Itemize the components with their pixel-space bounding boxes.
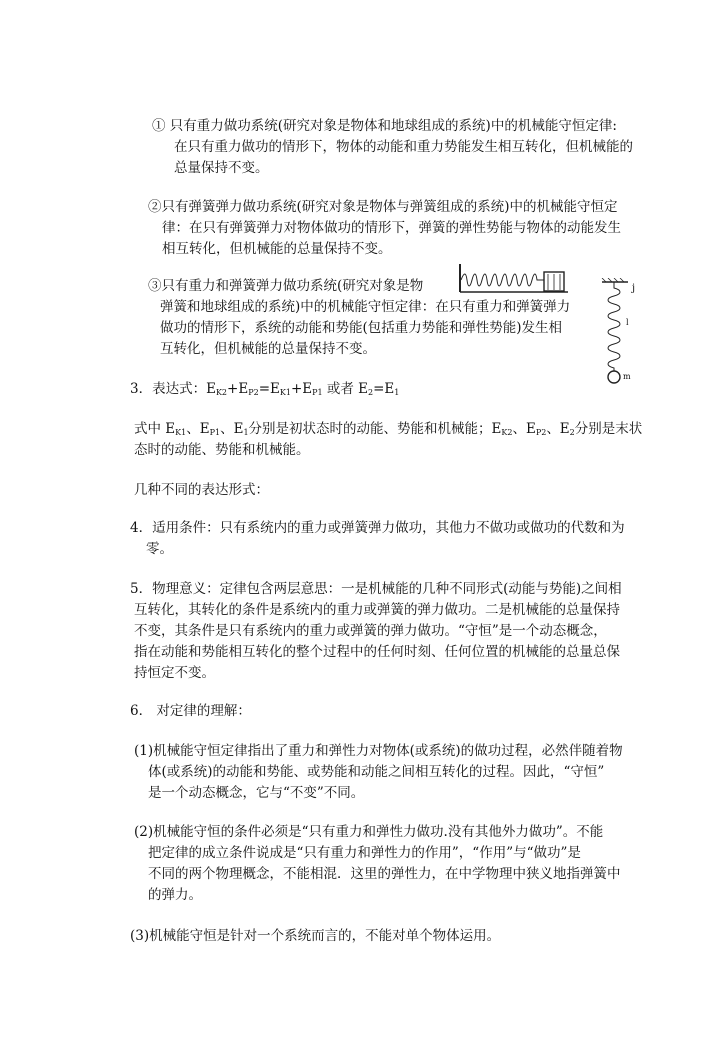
text-line: 做功的情形下，系统的动能和势能(包括重力势能和弹性势能)发生相 (160, 320, 563, 336)
formula-sub: P2 (248, 388, 259, 397)
formula-part: =E (258, 381, 280, 397)
sub-item-1 (152, 116, 633, 179)
text-line: 的弹力。 (148, 887, 202, 903)
text-line: 互转化，但机械能的总量保持不变。 (160, 341, 376, 357)
expression-prefix: 3．表达式： (130, 381, 207, 397)
text-line: ① 只有重力做功系统(研究对象是物体和地球组成的系统)中的机械能守恒定律: (152, 118, 617, 134)
note-part: 式中 E (134, 421, 176, 437)
formula-sub: K1 (279, 388, 291, 397)
text-line: (3)机械能守恒是针对一个系统而言的，不能对单个物体运用。 (130, 928, 501, 944)
figure-label-mass: m (623, 372, 631, 381)
formula-part: +E (290, 381, 313, 397)
note-sub: K2 (501, 428, 513, 437)
note-sub: P1 (209, 428, 221, 437)
text-line: 是一个动态概念，它与“不变”不同。 (148, 785, 365, 801)
section-3-note (134, 419, 642, 461)
text-line: 态时的动能、势能和机械能。 (134, 442, 310, 458)
text-line: 在只有重力做功的情形下，物体的动能和重力势能发生相互转化，但机械能的 (174, 139, 633, 155)
text-line: 把定律的成立条件说成是“只有重力和弹性力的作用”，“作用”与“做功”是 (148, 845, 581, 861)
text-line: 指在动能和势能相互转化的整个过程中的任何时刻、任何位置的机械能的总量总保 (134, 644, 620, 660)
formula-part: =E (373, 381, 395, 397)
text-line: 总量保持不变。 (174, 160, 269, 176)
text-line: (2)机械能守恒的条件必须是“只有重力和弹性力做功.没有其他外力做功”。不能 (134, 824, 604, 840)
text-line: 相互转化，但机械能的总量保持不变。 (162, 241, 392, 257)
note-part: 、E (220, 421, 244, 437)
note-sub: P2 (535, 428, 547, 437)
text-line: ②只有弹簧弹力做功系统(研究对象是物体与弹簧组成的系统)中的机械能守恒定 (148, 199, 618, 215)
understanding-point-1 (134, 741, 623, 804)
note-part: 、E (512, 421, 536, 437)
note-part: 分别是初状态时的动能、势能和机械能；E (248, 421, 502, 437)
text-line: 几种不同的表达形式： (134, 482, 269, 498)
formula-part: E (206, 381, 216, 397)
expression-forms-heading (134, 480, 269, 501)
text-line: 5．物理意义：定律包含两层意思：一是机械能的几种不同形式(动能与势能)之间相 (130, 581, 622, 597)
text-line: 体(或系统)的动能和势能、或势能和动能之间相互转化的过程。因此，“守恒” (148, 764, 605, 780)
figure-label-side: l (626, 318, 629, 327)
note-part: 、E (546, 421, 570, 437)
text-line: 不变，其条件是只有系统内的重力或弹簧的弹力做功。“守恒”是一个动态概念， (134, 623, 607, 639)
formula-part: 或者 E (322, 381, 369, 397)
text-line: 6． 对定律的理解： (130, 703, 251, 719)
text-line: 弹簧和地球组成的系统)中的机械能守恒定律：在只有重力和弹簧弹力 (160, 299, 571, 315)
formula-sub: 1 (394, 388, 400, 397)
formula-sub: P1 (312, 388, 323, 397)
section-6-title (130, 701, 251, 722)
sub-item-2 (148, 197, 621, 260)
horizontal-spring-figure (458, 262, 570, 296)
section-4-conditions (130, 518, 625, 560)
text-line: 零。 (146, 541, 173, 557)
note-sub: 2 (569, 428, 575, 437)
understanding-point-3 (130, 926, 500, 947)
section-5-meaning (130, 579, 622, 684)
note-part: 分别是末状 (574, 421, 643, 437)
text-line: 律：在只有弹簧弹力对物体做功的情形下，弹簧的弹性势能与物体的动能发生 (162, 220, 621, 236)
text-line: 持恒定不变。 (134, 665, 215, 681)
vertical-spring-figure (600, 278, 644, 390)
formula-sub: K2 (215, 388, 228, 397)
formula-sub: 2 (368, 388, 374, 397)
understanding-point-2 (134, 822, 621, 906)
text-line: (1)机械能守恒定律指出了重力和弹性力对物体(或系统)的做功过程，必然伴随着物 (134, 743, 623, 759)
text-line: 4．适用条件：只有系统内的重力或弹簧弹力做功，其他力不做功或做功的代数和为 (130, 520, 625, 536)
figure-label-top: j (632, 283, 636, 294)
section-3-expression (130, 379, 399, 400)
text-line: 不同的两个物理概念，不能相混．这里的弹性力，在中学物理中狭义地指弹簧中 (148, 866, 621, 882)
formula-part: +E (227, 381, 249, 397)
note-part: 、E (186, 421, 210, 437)
text-line: 互转化，其转化的条件是系统内的重力或弹簧的弹力做功。二是机械能的总量保持 (134, 602, 620, 618)
note-sub: K1 (175, 428, 187, 437)
note-sub: 1 (243, 428, 249, 437)
text-line: ③只有重力和弹簧弹力做功系统(研究对象是物 (148, 278, 424, 294)
